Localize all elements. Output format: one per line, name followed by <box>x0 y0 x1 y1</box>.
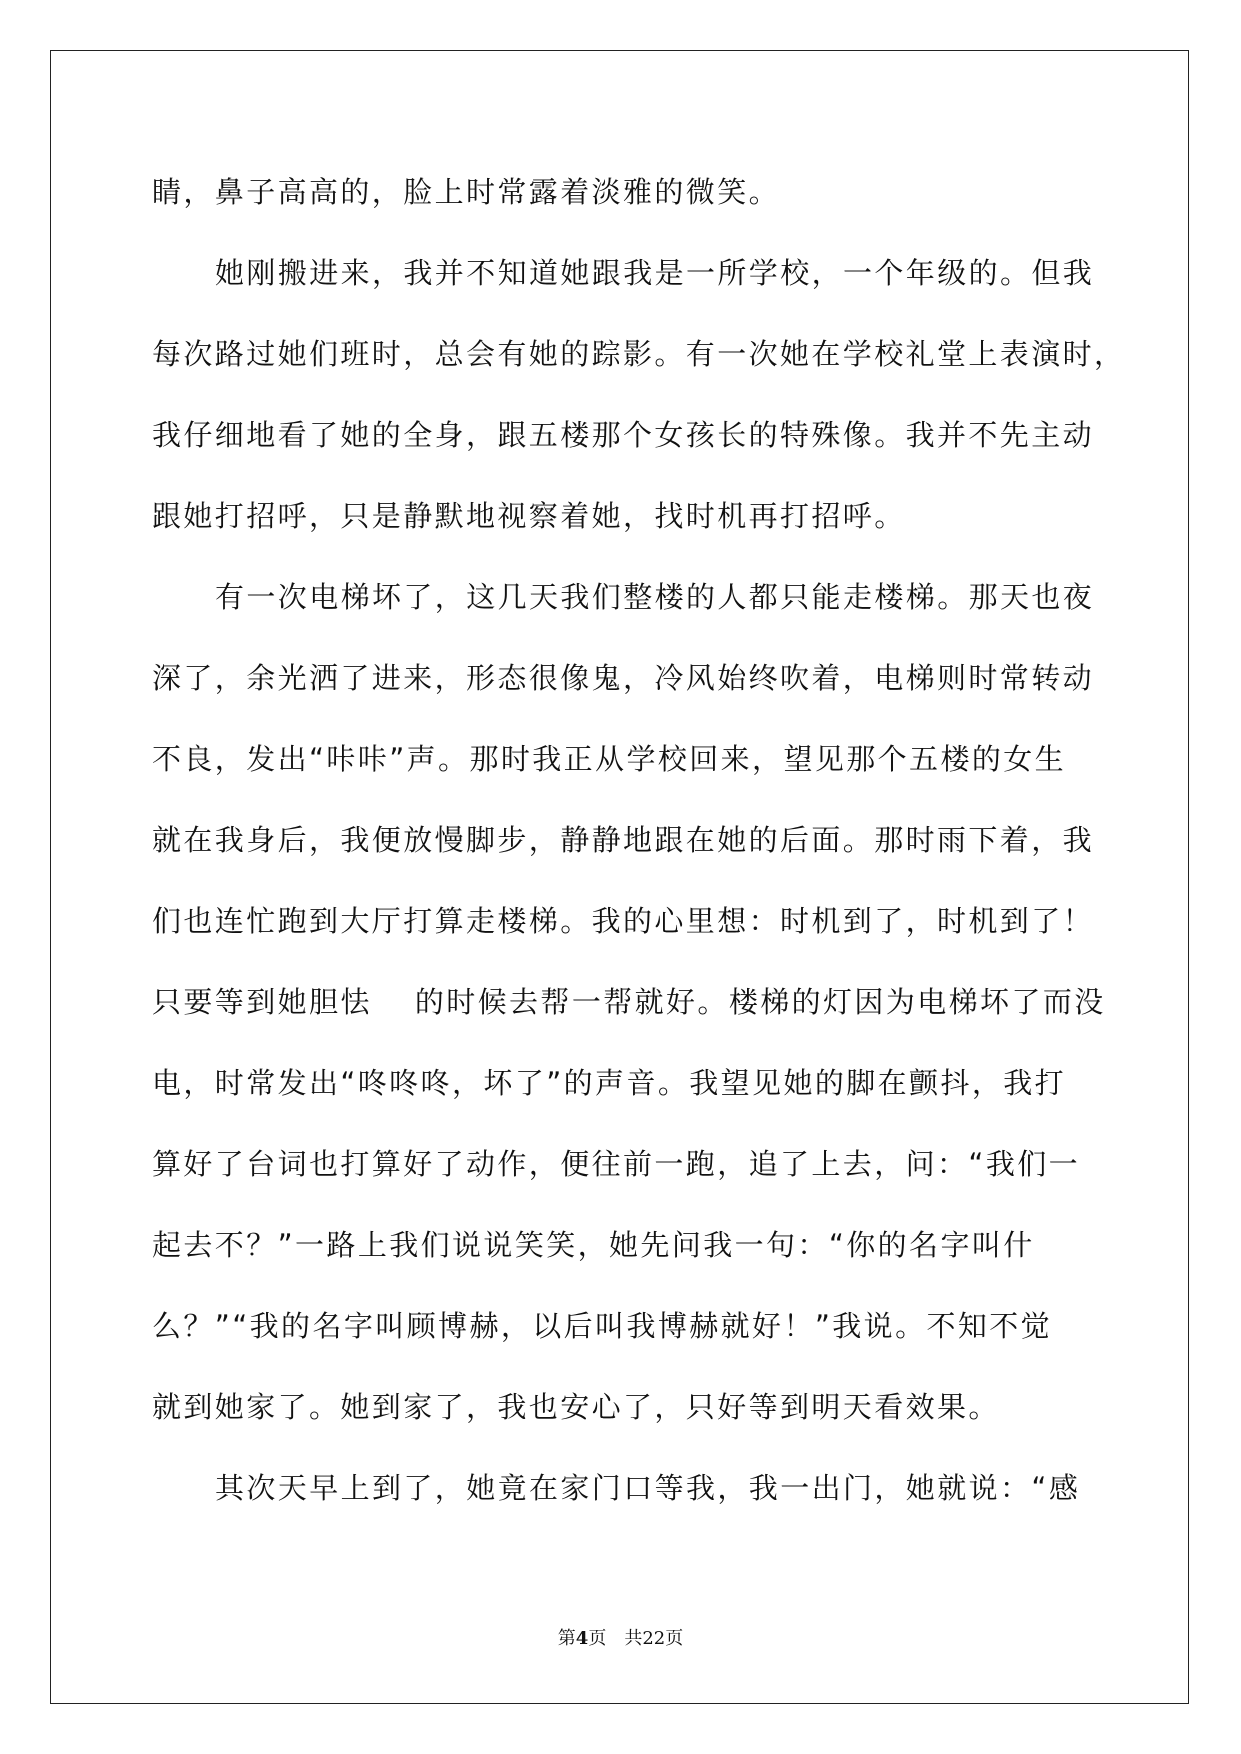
page-prefix: 第 <box>557 1628 576 1649</box>
text-line: 其次天早上到了，她竟在家门口等我，我一出门，她就说：“感 <box>215 1471 1081 1505</box>
page-suffix: 页 <box>588 1628 607 1649</box>
text-line: 睛，鼻子高高的，脸上时常露着淡雅的微笑。 <box>152 175 781 209</box>
text-line: 她刚搬进来，我并不知道她跟我是一所学校，一个年级的。但我 <box>215 256 1095 290</box>
text-line: 每次路过她们班时，总会有她的踪影。有一次她在学校礼堂上表演时， <box>152 337 1126 371</box>
text-line: 我仔细地看了她的全身，跟五楼那个女孩长的特殊像。我并不先主动 <box>152 418 1095 452</box>
text-line: 不良，发出“咔咔”声。那时我正从学校回来，望见那个五楼的女生 <box>152 742 1067 776</box>
text-line: 起去不？”一路上我们说说笑笑，她先问我一句：“你的名字叫什 <box>152 1228 1035 1262</box>
text-line: 跟她打招呼，只是静默地视察着她，找时机再打招呼。 <box>152 499 906 533</box>
page-footer <box>0 1627 1241 1651</box>
text-line: 么？”“我的名字叫顾博赫，以后叫我博赫就好！”我说。不知不觉 <box>152 1309 1053 1343</box>
text-line: 深了，余光洒了进来，形态很像鬼，冷风始终吹着，电梯则时常转动 <box>152 661 1095 695</box>
text-line: 电，时常发出“咚咚咚，坏了”的声音。我望见她的脚在颤抖，我打 <box>152 1066 1067 1100</box>
text-line: 们也连忙跑到大厅打算走楼梯。我的心里想：时机到了，时机到了！ <box>152 904 1095 938</box>
text-line: 有一次电梯坏了，这几天我们整楼的人都只能走楼梯。那天也夜 <box>215 580 1095 614</box>
page-border <box>50 50 1189 1704</box>
total-suffix: 页 <box>665 1628 684 1649</box>
total-prefix: 共 <box>624 1628 643 1649</box>
text-line: 只要等到她胆怯 的时候去帮一帮就好。楼梯的灯因为电梯坏了而没 <box>152 985 1106 1019</box>
text-line: 就在我身后，我便放慢脚步，静静地跟在她的后面。那时雨下着，我 <box>152 823 1095 857</box>
text-line: 就到她家了。她到家了，我也安心了，只好等到明天看效果。 <box>152 1390 1000 1424</box>
total-pages: 22 <box>642 1628 666 1649</box>
page-number: 4 <box>575 1628 589 1649</box>
text-line: 算好了台词也打算好了动作，便往前一跑，追了上去，问：“我们一 <box>152 1147 1081 1181</box>
